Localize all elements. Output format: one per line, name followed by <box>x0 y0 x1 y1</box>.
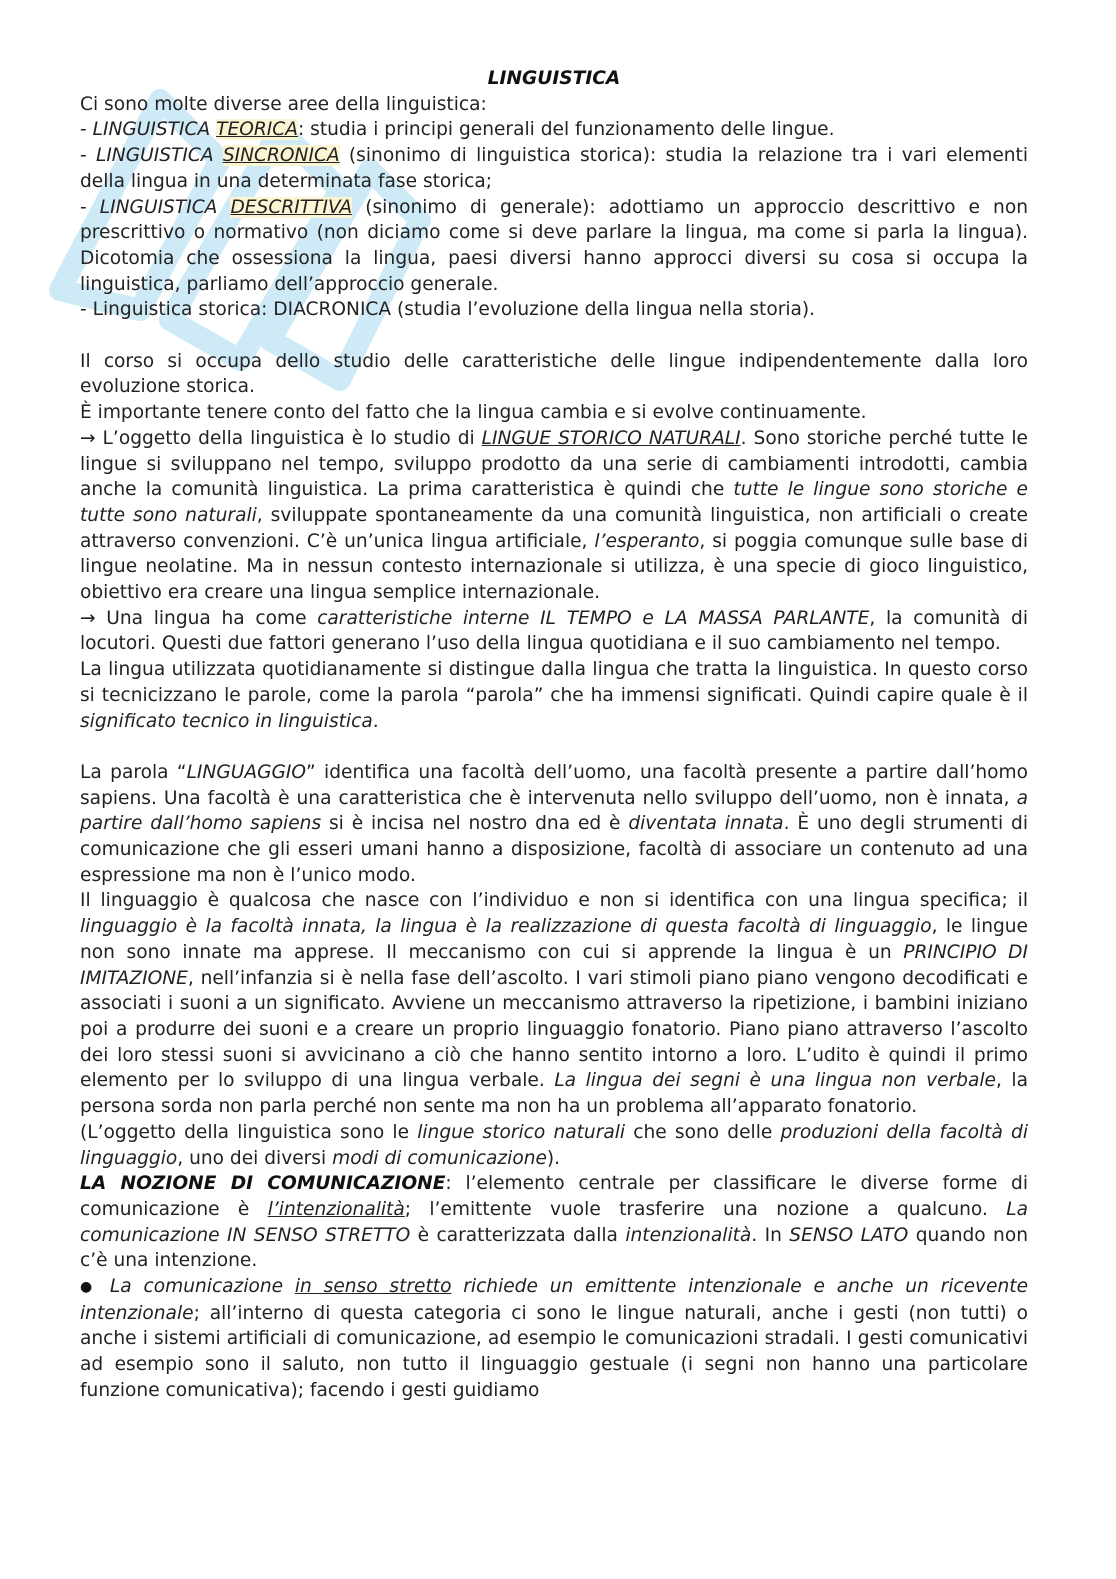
text-span: . <box>372 710 379 732</box>
term-intenzionalita: l’intenzionalità <box>267 1198 405 1220</box>
text-italic: l’esperanto <box>594 530 700 552</box>
text-span: (L’oggetto della linguistica sono le <box>80 1121 418 1143</box>
text-span: ; l’emittente vuole trasferire una nozione a qualcuno. <box>404 1198 1007 1220</box>
text-italic: La comunicazione <box>98 1276 295 1298</box>
text-italic: LINGUISTICA <box>99 196 231 218</box>
text-span: → Una lingua ha come <box>80 607 318 629</box>
paragraph-facolta <box>80 888 1028 1119</box>
bullet-senso-stretto <box>80 1274 1028 1404</box>
text-italic: LINGUISTICA <box>92 119 217 141</box>
text-italic: La lingua dei segni è una lingua non verbale <box>554 1070 996 1092</box>
bullet-icon: ● <box>80 1279 99 1296</box>
text-span: → L’oggetto della linguistica è lo studio di <box>80 427 482 449</box>
text-span: : studia i principi generali del funzionamento delle lingue. <box>298 119 835 141</box>
text-span: . In <box>751 1224 790 1246</box>
text-italic: LINGUAGGIO <box>186 761 307 783</box>
blank-line <box>80 734 1028 760</box>
text-span: si è incisa nel nostro dna ed è <box>321 813 629 835</box>
term-senso-stretto: in senso stretto <box>294 1276 452 1298</box>
term-teorica: TEORICA <box>216 119 298 141</box>
text-italic: SENSO LATO <box>789 1224 909 1246</box>
text-span: . È uno degli strumenti di comunicazione che gli esseri umani hanno a disposizione, facoltà di associare un contenuto ad una espressione ma non è l’unico modo. <box>80 813 1028 886</box>
text-span: (sinonimo di generale): adottiamo un approccio descrittivo e non prescrittivo o normativo (non diciamo come si deve parlare la lingua, ma come si parla la lingua). Dicotomia che ossessiona la lingua, paesi diversi hanno approcci diversi su cosa si occupa la linguistica, parliamo dell’approccio generale. <box>80 196 1029 295</box>
text-span: , nell’infanzia si è nella fase dell’ascolto. I vari stimoli piano piano vengono decodificati e associati i suoni a un significato. Avviene un meccanismo attraverso la ripetizione, i bambini iniziano poi a produrre dei suoni e a creare un proprio linguaggio fonatorio. Piano piano attraverso l’ascolto dei loro stessi suoni si avvicinano a ciò che hanno sentito intorno a loro. L’udito è quindi il primo elemento per lo sviluppo di una lingua verbale. <box>80 967 1028 1092</box>
text-italic: linguaggio è la facoltà innata, la lingua è la realizzazione di questa facoltà di linguaggio <box>80 916 932 938</box>
text-italic: diventata innata <box>628 813 784 835</box>
term-descrittiva: DESCRITTIVA <box>230 196 353 218</box>
paragraph-oggetto <box>80 426 1028 606</box>
text-span: - <box>80 145 96 167</box>
text-italic: significato tecnico in linguistica <box>80 710 373 732</box>
text-span: : l’elemento centrale per classificare le diverse forme di comunicazione è <box>80 1173 1028 1220</box>
paragraph-lingua-quotidiana <box>80 657 1028 734</box>
text-span: , la comunità di locutori. Questi due fattori generano l’uso della lingua quotidiana e il suo cambiamento nel tempo. <box>80 607 1028 655</box>
text-italic: a partire dall’homo sapiens <box>80 787 1028 835</box>
text-span: , si poggia comunque sulle base di lingue neolatine. Ma in nessun contesto internazionale si utilizza, è una specie di gioco linguistico, obiettivo era creare una lingua semplice internazionale. <box>80 530 1028 604</box>
text-span: è caratterizzata dalla <box>410 1224 626 1246</box>
term-sincronica: SINCRONICA <box>222 145 340 167</box>
paragraph-importante: È importante tenere conto del fatto che la lingua cambia e si evolve continuamente. <box>80 402 867 424</box>
text-span: La lingua utilizzata quotidianamente si distingue dalla lingua che tratta la linguistica. In questo corso si tecnicizzano le parole, come la parola “parola” che ha immensi significati. Quindi capire quale è il <box>80 659 1028 706</box>
text-span: quando non c’è una intenzione. <box>80 1224 1029 1272</box>
text-span: - <box>80 119 93 141</box>
paragraph-storica: - Linguistica storica: DIACRONICA (studia l’evoluzione della lingua nella storia). <box>80 299 816 321</box>
text-italic: intenzionalità <box>625 1224 752 1246</box>
blank-line <box>80 323 1028 349</box>
text-span: che sono delle <box>625 1121 781 1143</box>
text-italic: caratteristiche interne IL TEMPO e LA MASSA PARLANTE <box>317 607 870 629</box>
text-italic: produzioni della facoltà di linguaggio <box>80 1121 1028 1169</box>
document-page <box>80 66 1028 1404</box>
text-italic: La comunicazione IN SENSO STRETTO <box>80 1198 1028 1246</box>
text-span: . Sono storiche perché tutte le lingue si sviluppano nel tempo, sviluppo prodotto da una serie di cambiamenti introdotti, cambia anche la comunità linguistica. La prima caratteristica è quindi che <box>80 427 1028 501</box>
text-italic: lingue storico naturali <box>417 1121 626 1143</box>
text-italic: LINGUISTICA <box>95 145 223 167</box>
text-italic: tutte le lingue sono storiche e tutte sono naturali <box>80 479 1028 526</box>
text-span: La parola “ <box>80 761 187 783</box>
term-lingue-storico-naturali: LINGUE STORICO NATURALI <box>481 427 741 449</box>
text-span: ” identifica una facoltà dell’uomo, una facoltà presente a partire dall’homo sapiens. Una facoltà è una caratteristica che è intervenuta nello sviluppo dell’uomo, non è innata, <box>80 761 1029 809</box>
text-italic: PRINCIPIO DI IMITAZIONE <box>80 941 1028 989</box>
paragraph-oggetto-linguistica <box>80 1120 1028 1171</box>
text-span: , la persona sorda non parla perché non sente ma non ha un problema all’apparato fonatorio. <box>80 1070 1028 1118</box>
text-span: , sviluppate spontaneamente da una comunità linguistica, non artificiali o create attraverso convenzioni. C’è un’unica lingua artificiale, <box>80 504 1028 552</box>
paragraph-descrittiva <box>80 195 1028 298</box>
text-span: , uno dei diversi <box>177 1147 333 1169</box>
text-span: , le lingue non sono innate ma apprese. Il meccanismo con cui si apprende la lingua è un <box>80 916 1028 963</box>
paragraph-sincronica <box>80 143 1028 194</box>
paragraph-linguaggio <box>80 760 1028 889</box>
text-italic: modi di comunicazione <box>332 1147 547 1169</box>
text-span: (sinonimo di linguistica storica): studia la relazione tra i vari elementi della lingua in una determinata fase storica; <box>80 145 1029 192</box>
text-italic: richiede un emittente intenzionale e anche un ricevente intenzionale <box>80 1276 1029 1324</box>
paragraph-intro: Ci sono molte diverse aree della linguistica: <box>80 93 487 115</box>
paragraph-corso: Il corso si occupa dello studio delle caratteristiche delle lingue indipendentemente dalla loro evoluzione storica. <box>80 350 1028 398</box>
document-title: LINGUISTICA <box>487 68 621 89</box>
text-span: ). <box>546 1147 561 1169</box>
heading-nozione-comunicazione: LA NOZIONE DI COMUNICAZIONE <box>80 1173 446 1195</box>
text-span: ; all’interno di questa categoria ci sono le lingue naturali, anche i gesti (non tutti) o anche i sistemi artificiali di comunicazione, ad esempio le comunicazioni stradali. I gesti comunicativi ad esempio sono il saluto, non tutto il linguaggio gestuale (i segni non hanno una particolare funzione comunicativa); facendo i gesti guidiamo <box>80 1302 1028 1401</box>
text-span: Il linguaggio è qualcosa che nasce con l’individuo e non si identifica con una lingua specifica; il <box>80 890 1028 912</box>
paragraph-comunicazione <box>80 1171 1028 1274</box>
paragraph-teorica <box>80 117 1028 143</box>
text-span: - <box>80 196 100 218</box>
paragraph-caratteristiche <box>80 606 1028 657</box>
